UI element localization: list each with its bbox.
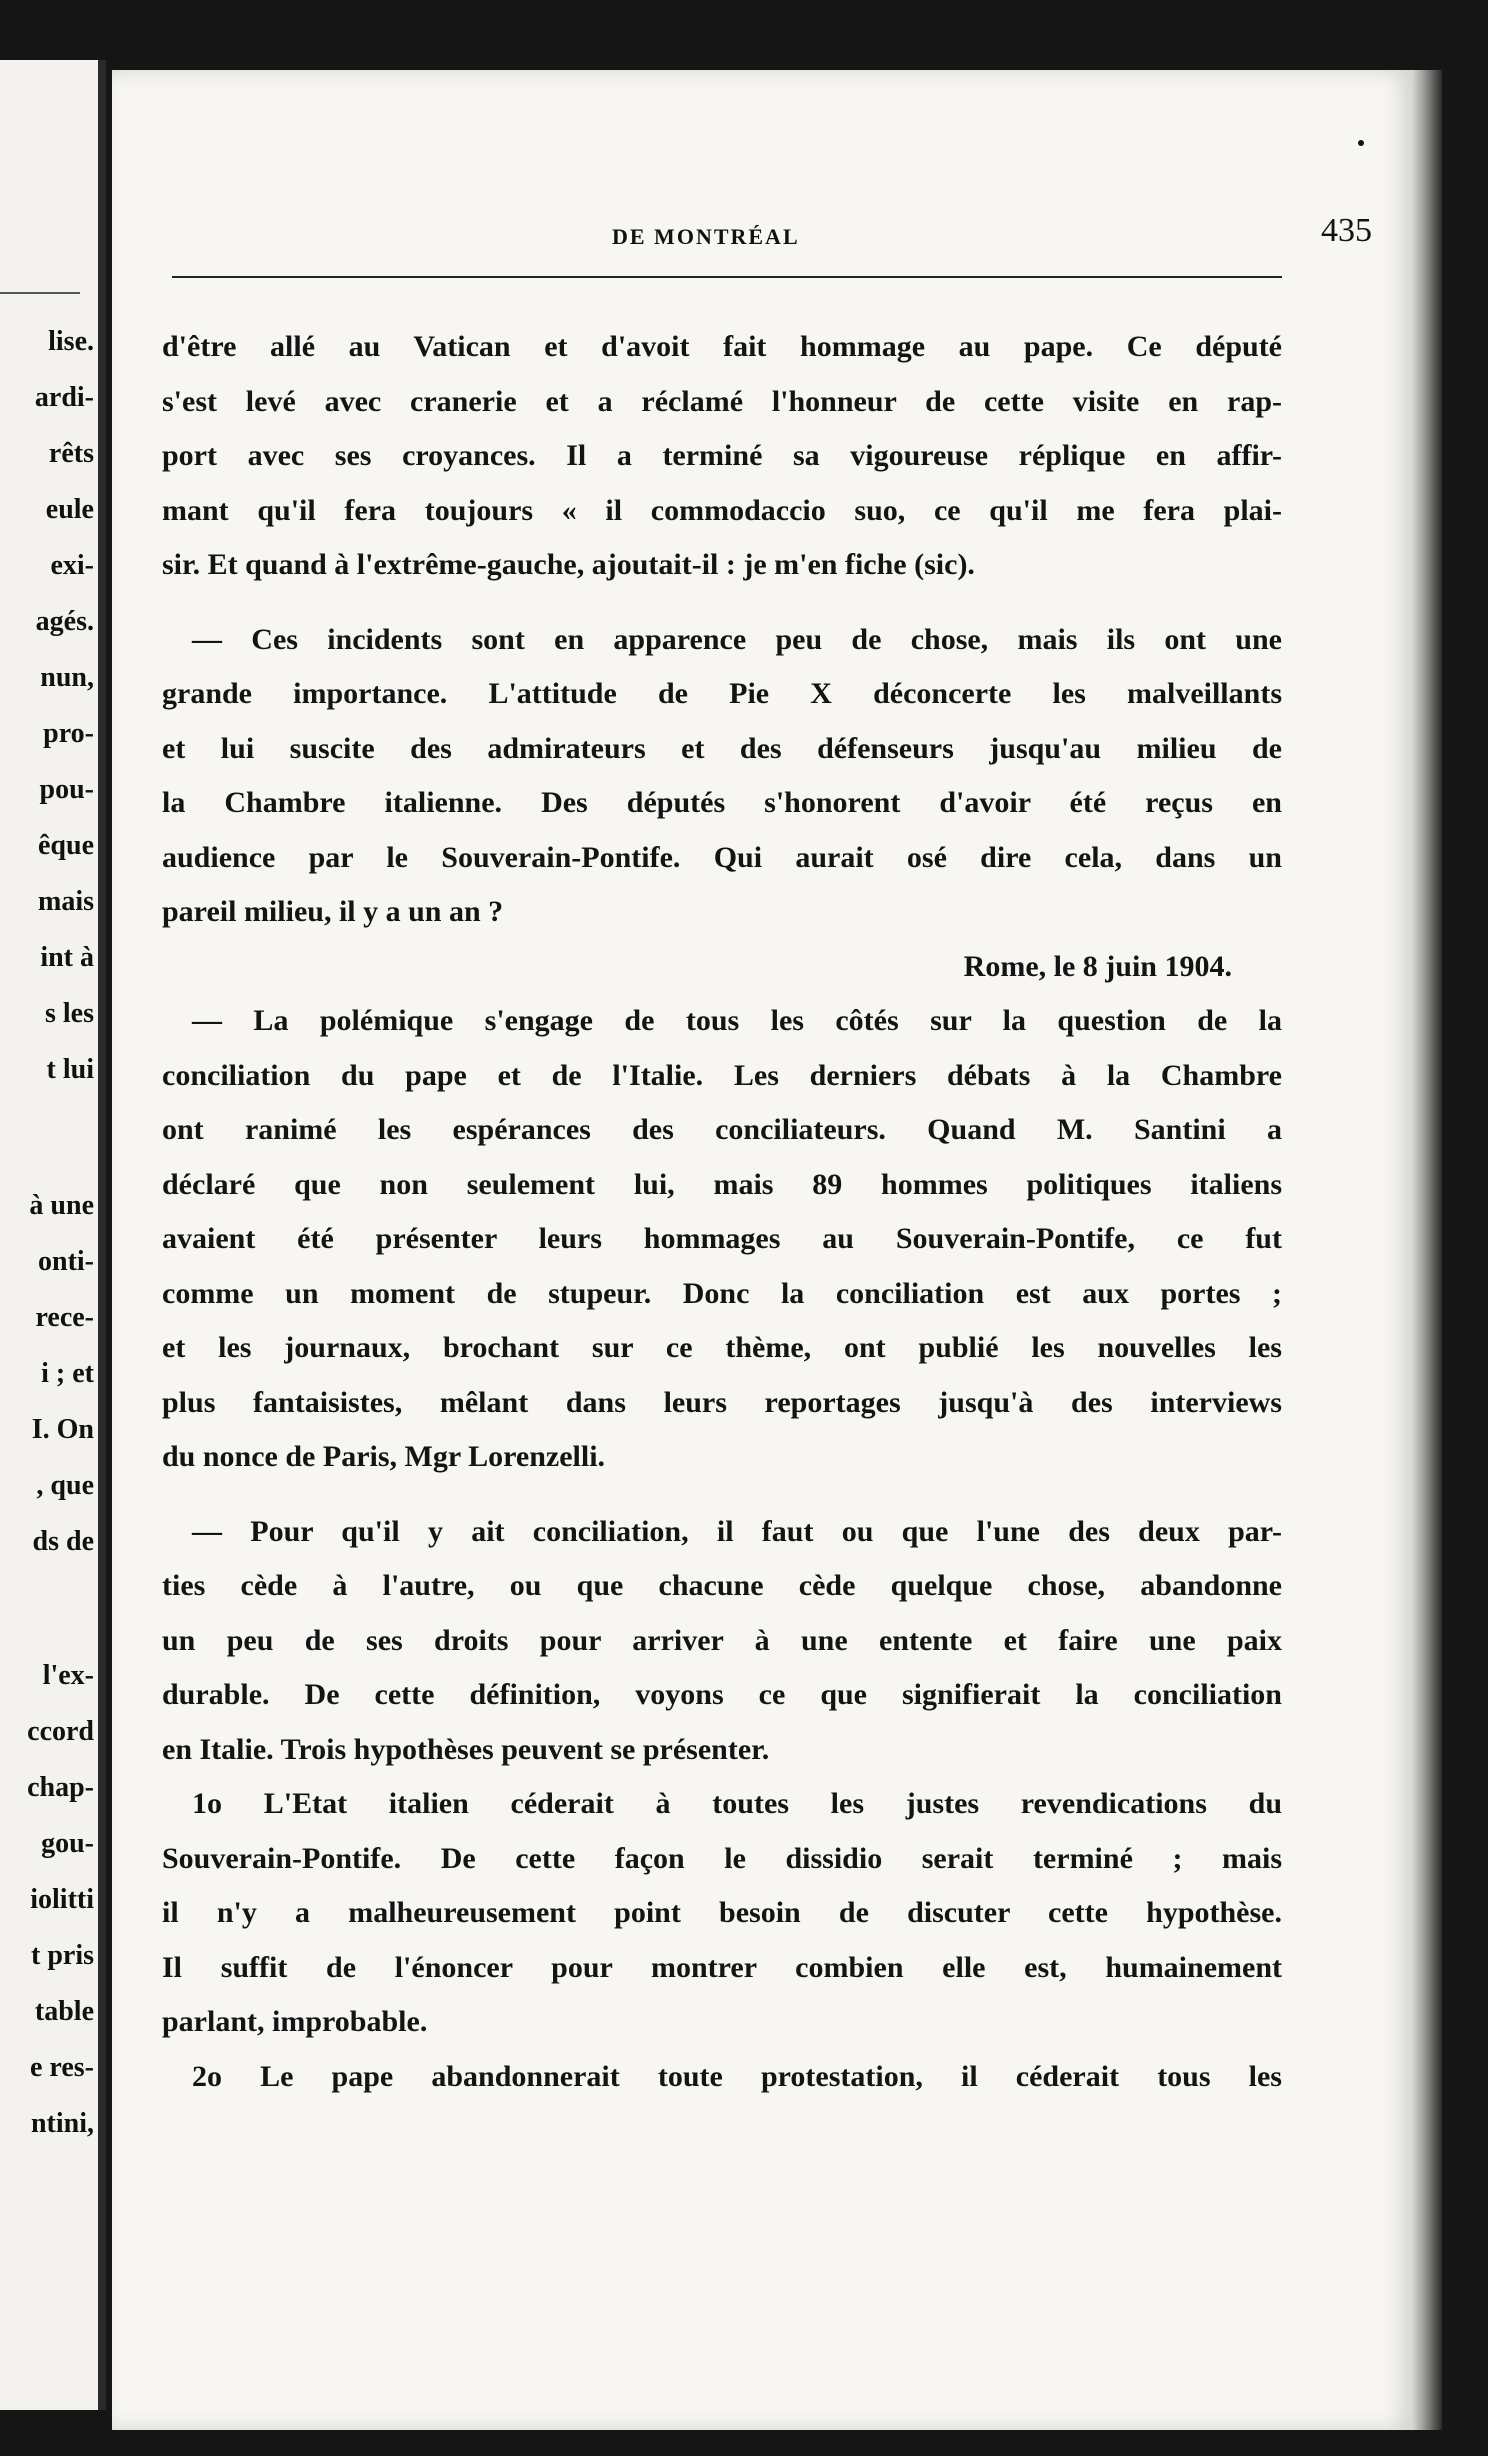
- left-page-text-fragment: , que: [36, 1470, 94, 1501]
- text-line: Souverain-Pontife. De cette façon le dissidio serait terminé ; mais: [162, 1841, 1282, 1875]
- left-page-text-fragment: nun,: [40, 662, 94, 693]
- dust-mark: [1358, 140, 1364, 146]
- left-page-text-fragment: lise.: [48, 326, 94, 357]
- text-line: comme un moment de stupeur. Donc la conciliation est aux portes ;: [162, 1276, 1282, 1310]
- left-page-text-fragment: ardi-: [34, 382, 94, 413]
- left-page-text-fragment: ds de: [32, 1526, 94, 1557]
- left-page-text-fragment: s les: [45, 998, 94, 1029]
- left-page-text-fragment: l'ex-: [42, 1660, 94, 1691]
- text-line: et lui suscite des admirateurs et des défenseurs jusqu'au milieu de: [162, 731, 1282, 765]
- text-line: d'être allé au Vatican et d'avoit fait hommage au pape. Ce député: [162, 330, 1282, 363]
- text-line: sir. Et quand à l'extrême-gauche, ajoutait-il : je m'en fiche (sic).: [162, 548, 975, 581]
- text-line: durable. De cette définition, voyons ce que signifierait la conciliation: [162, 1678, 1282, 1711]
- text-line: la Chambre italienne. Des députés s'honorent d'avoir été reçus en: [162, 786, 1282, 819]
- left-page-text-fragment: rece-: [35, 1302, 94, 1333]
- text-line: — Pour qu'il y ait conciliation, il faut ou que l'une des deux par-: [192, 1514, 1282, 1548]
- left-page-text-fragment: i ; et: [41, 1358, 94, 1389]
- text-line: audience par le Souverain-Pontife. Qui aurait osé dire cela, dans un: [162, 840, 1282, 874]
- text-line: en Italie. Trois hypothèses peuvent se présenter.: [162, 1732, 770, 1766]
- header-rule: [172, 276, 1282, 278]
- left-page-text-fragment: iolitti: [30, 1884, 94, 1915]
- left-page-text-fragment: onti-: [38, 1246, 94, 1277]
- text-line: plus fantaisistes, mêlant dans leurs reportages jusqu'à des interviews: [162, 1385, 1282, 1419]
- text-line: — La polémique s'engage de tous les côtés sur la question de la: [192, 1004, 1282, 1037]
- page-header: [172, 210, 1372, 270]
- text-line: ties cède à l'autre, ou que chacune cède quelque chose, abandonne: [162, 1569, 1282, 1602]
- left-page-text-fragment: pou-: [39, 774, 94, 805]
- text-line: mant qu'il fera toujours « il commodaccio suo, ce qu'il me fera plai-: [162, 493, 1282, 527]
- left-page-text-fragment: agés.: [35, 606, 94, 637]
- paragraph-6: [162, 2050, 1282, 2105]
- text-line: un peu de ses droits pour arriver à une entente et faire une paix: [162, 1623, 1282, 1657]
- text-line: ont ranimé les espérances des conciliateurs. Quand M. Santini a: [162, 1113, 1282, 1146]
- text-line: conciliation du pape et de l'Italie. Les derniers débats à la Chambre: [162, 1058, 1282, 1092]
- left-page-text-fragment: êque: [38, 830, 94, 861]
- text-line: — Ces incidents sont en apparence peu de chose, mais ils ont une: [192, 622, 1282, 656]
- left-page-text-fragment: I. On: [31, 1414, 94, 1445]
- book-page: [112, 70, 1412, 2430]
- text-line: 2o Le pape abandonnerait toute protestation, il céderait tous les: [192, 2059, 1282, 2093]
- page-number: 435: [1321, 212, 1372, 249]
- left-page-text-fragment: eule: [45, 494, 94, 525]
- left-page-text-fragment: int à: [40, 942, 94, 973]
- text-line: déclaré que non seulement lui, mais 89 hommes politiques italiens: [162, 1167, 1282, 1201]
- text-line: port avec ses croyances. Il a terminé sa vigoureuse réplique en affir-: [162, 439, 1282, 472]
- page-edge-shadow: [1412, 70, 1442, 2430]
- page-body: [162, 320, 1282, 2104]
- left-page-text-fragment: gou-: [41, 1828, 94, 1859]
- text-line: Il suffit de l'énoncer pour montrer combien elle est, humainement: [162, 1950, 1282, 1984]
- paragraph-4: [162, 1505, 1282, 1778]
- left-page-text-fragment: t lui: [46, 1054, 94, 1085]
- running-head: DE MONTRÉAL: [612, 224, 800, 249]
- text-line: parlant, improbable.: [162, 2005, 428, 2038]
- paragraph-3: [162, 994, 1282, 1485]
- text-line: avaient été présenter leurs hommages au Souverain-Pontife, ce fut: [162, 1222, 1282, 1255]
- left-page-text-fragment: table: [34, 1996, 94, 2027]
- left-page-rule: [0, 292, 80, 294]
- text-line: 1o L'Etat italien céderait à toutes les justes revendications du: [192, 1787, 1282, 1820]
- paragraph-1: [162, 320, 1282, 593]
- text-line: du nonce de Paris, Mgr Lorenzelli.: [162, 1440, 606, 1473]
- dateline: Rome, le 8 juin 1904.: [963, 949, 1232, 983]
- left-page-text-fragment: rêts: [48, 438, 94, 469]
- left-page-text-fragment: mais: [38, 886, 94, 917]
- left-page-fragment: [0, 60, 106, 2410]
- left-page-text-fragment: pro-: [43, 718, 94, 749]
- left-page-text-fragment: ntini,: [30, 2108, 94, 2139]
- left-page-text-fragment: exi-: [50, 550, 94, 581]
- text-line: grande importance. L'attitude de Pie X déconcerte les malveillants: [162, 677, 1282, 710]
- left-page-text-fragment: t pris: [31, 1940, 94, 1971]
- left-page-text-fragment: à une: [29, 1190, 94, 1221]
- text-line: pareil milieu, il y a un an ?: [162, 895, 504, 928]
- paragraph-5: [162, 1777, 1282, 2050]
- text-line: il n'y a malheureusement point besoin de discuter cette hypothèse.: [162, 1896, 1282, 1929]
- paragraph-2: [162, 613, 1282, 940]
- left-page-text-fragment: e res-: [30, 2052, 94, 2083]
- left-page-text-fragment: ccord: [27, 1716, 94, 1747]
- left-page-text-fragment: chap-: [27, 1772, 94, 1803]
- text-line: et les journaux, brochant sur ce thème, ont publié les nouvelles les: [162, 1331, 1282, 1364]
- text-line: s'est levé avec cranerie et a réclamé l'honneur de cette visite en rap-: [162, 384, 1282, 418]
